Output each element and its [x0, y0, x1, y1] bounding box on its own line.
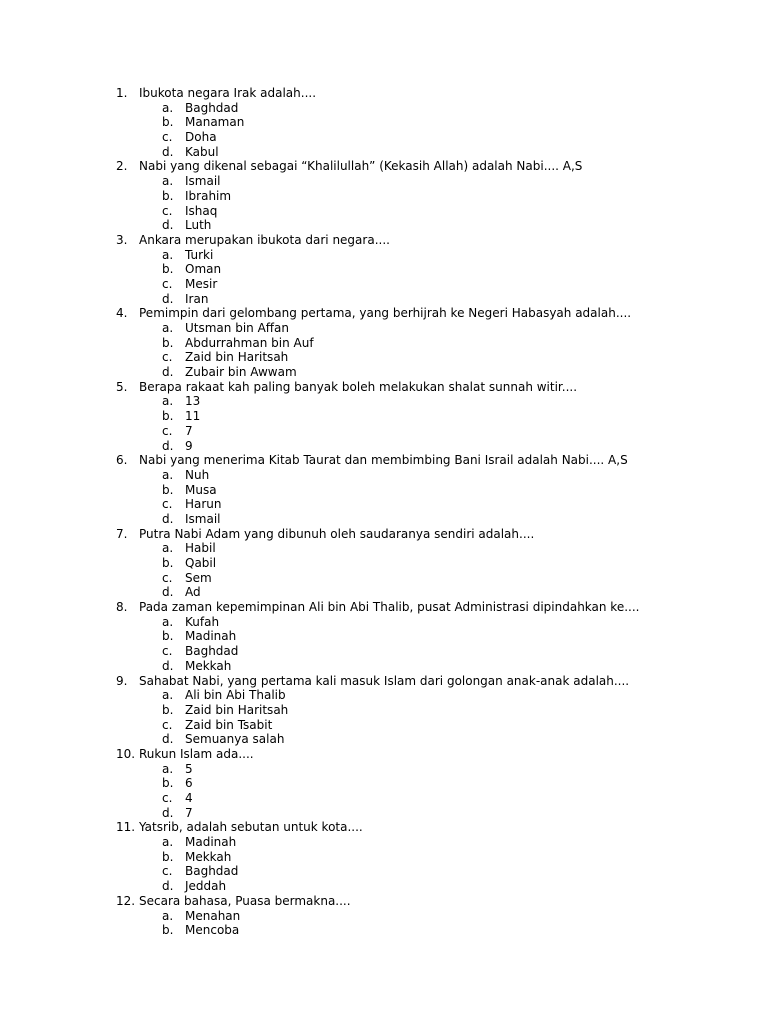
- option-letter: c.: [162, 864, 173, 879]
- option-text: Utsman bin Affan: [185, 321, 290, 335]
- question-item: [116, 894, 746, 938]
- option-text: Mekkah: [185, 849, 232, 864]
- answer-option: [116, 541, 746, 556]
- option-text: Madinah: [185, 835, 237, 850]
- answer-option: [116, 189, 746, 204]
- option-letter: d.: [162, 658, 174, 673]
- option-letter: b.: [162, 262, 174, 277]
- option-letter: c.: [162, 791, 173, 805]
- answer-option: [116, 101, 746, 116]
- option-letter: d.: [162, 511, 174, 526]
- option-text: 5: [185, 761, 193, 776]
- option-text: Qabil: [185, 556, 217, 570]
- question-text: Nabi yang menerima Kitab Taurat dan membimbing Bani Israil adalah Nabi.... A,S: [139, 453, 628, 468]
- answer-option: [116, 468, 746, 483]
- option-text: Doha: [185, 130, 217, 145]
- answer-option: [116, 850, 746, 865]
- option-text: Baghdad: [185, 864, 239, 879]
- answer-option: [116, 571, 746, 586]
- question-line: [116, 820, 746, 835]
- option-letter: a.: [162, 835, 174, 850]
- option-letter: c.: [162, 130, 173, 145]
- option-text: Sem: [185, 570, 212, 585]
- option-letter: b.: [162, 188, 174, 203]
- question-number: 5.: [116, 379, 128, 394]
- question-item: [116, 674, 746, 747]
- question-item: [116, 820, 746, 893]
- option-letter: b.: [162, 556, 174, 570]
- option-letter: c.: [162, 644, 173, 659]
- option-text: Musa: [185, 482, 217, 497]
- answer-option: [116, 321, 746, 336]
- answer-option: [116, 659, 746, 674]
- option-letter: b.: [162, 849, 174, 864]
- question-text: Ibukota negara Irak adalah....: [139, 86, 317, 100]
- option-letter: d.: [162, 732, 174, 747]
- option-text: 9: [185, 438, 193, 453]
- question-number: 3.: [116, 232, 128, 247]
- option-text: Luth: [185, 218, 212, 233]
- question-number: 8.: [116, 600, 128, 615]
- question-number: 4.: [116, 306, 128, 321]
- answer-option: [116, 703, 746, 718]
- question-line: [116, 747, 746, 762]
- answer-option: [116, 115, 746, 130]
- option-text: Jeddah: [185, 879, 227, 894]
- option-letter: d.: [162, 291, 174, 306]
- option-text: Ismail: [185, 174, 221, 189]
- answer-option: [116, 688, 746, 703]
- question-item: [116, 453, 746, 526]
- answer-option: [116, 791, 746, 806]
- option-letter: a.: [162, 908, 174, 923]
- option-text: Habil: [185, 541, 216, 556]
- question-text: Pemimpin dari gelombang pertama, yang berhijrah ke Negeri Habasyah adalah....: [139, 306, 632, 321]
- answer-option: [116, 835, 746, 850]
- question-number: 11.: [116, 820, 136, 835]
- option-letter: a.: [162, 174, 174, 189]
- option-text: Ishaq: [185, 203, 218, 218]
- option-letter: b.: [162, 335, 174, 350]
- question-item: [116, 159, 746, 232]
- option-letter: a.: [162, 247, 174, 262]
- question-item: [116, 86, 746, 159]
- question-line: [116, 380, 746, 395]
- option-text: 4: [185, 791, 193, 805]
- option-letter: b.: [162, 409, 174, 424]
- answer-option: [116, 409, 746, 424]
- question-item: [116, 306, 746, 379]
- question-text: Pada zaman kepemimpinan Ali bin Abi Thalib, pusat Administrasi dipindahkan ke....: [139, 600, 640, 615]
- option-text: Zaid bin Tsabit: [185, 717, 273, 732]
- answer-option: [116, 615, 746, 630]
- option-text: Mesir: [185, 276, 218, 291]
- question-item: [116, 233, 746, 306]
- option-letter: c.: [162, 423, 173, 438]
- question-line: [116, 894, 746, 909]
- answer-option: [116, 365, 746, 380]
- option-letter: d.: [162, 365, 174, 380]
- option-text: Oman: [185, 262, 222, 277]
- option-letter: d.: [162, 438, 174, 453]
- answer-option: [116, 512, 746, 527]
- option-letter: b.: [162, 776, 174, 791]
- answer-option: [116, 483, 746, 498]
- question-number: 10.: [116, 746, 136, 761]
- answer-option: [116, 292, 746, 307]
- question-text: Rukun Islam ada....: [139, 746, 254, 761]
- question-line: [116, 159, 746, 174]
- question-text: Sahabat Nabi, yang pertama kali masuk Islam dari golongan anak-anak adalah....: [139, 673, 630, 688]
- question-item: [116, 527, 746, 600]
- question-number: 12.: [116, 893, 136, 908]
- answer-option: [116, 174, 746, 189]
- option-text: Iran: [185, 291, 209, 306]
- option-text: 7: [185, 805, 193, 820]
- option-text: Manaman: [185, 115, 245, 130]
- option-text: Turki: [185, 247, 214, 262]
- option-letter: c.: [162, 203, 173, 218]
- answer-option: [116, 806, 746, 821]
- option-letter: d.: [162, 218, 174, 233]
- option-text: Semuanya salah: [185, 732, 285, 747]
- question-number: 2.: [116, 159, 128, 174]
- question-text: Berapa rakaat kah paling banyak boleh melakukan shalat sunnah witir....: [139, 379, 578, 394]
- option-text: Madinah: [185, 629, 237, 644]
- answer-option: [116, 439, 746, 454]
- answer-option: [116, 145, 746, 160]
- option-text: Ismail: [185, 511, 221, 526]
- answer-option: [116, 248, 746, 263]
- answer-option: [116, 732, 746, 747]
- option-text: Mekkah: [185, 658, 232, 673]
- answer-option: [116, 718, 746, 733]
- question-text: Secara bahasa, Puasa bermakna....: [139, 893, 351, 908]
- question-line: [116, 527, 746, 542]
- option-text: Zaid bin Haritsah: [185, 702, 289, 717]
- question-text: Nabi yang dikenal sebagai “Khalilullah” (Kekasih Allah) adalah Nabi.... A,S: [139, 159, 583, 174]
- answer-option: [116, 909, 746, 924]
- question-line: [116, 86, 746, 101]
- option-text: Harun: [185, 497, 222, 512]
- option-letter: c.: [162, 350, 173, 365]
- question-line: [116, 453, 746, 468]
- option-letter: c.: [162, 276, 173, 291]
- option-text: 6: [185, 776, 193, 791]
- answer-option: [116, 204, 746, 219]
- option-letter: a.: [162, 614, 174, 629]
- question-text: Putra Nabi Adam yang dibunuh oleh saudaranya sendiri adalah....: [139, 526, 535, 541]
- answer-option: [116, 262, 746, 277]
- answer-option: [116, 218, 746, 233]
- answer-option: [116, 130, 746, 145]
- answer-option: [116, 585, 746, 600]
- answer-option: [116, 762, 746, 777]
- question-line: [116, 233, 746, 248]
- question-line: [116, 600, 746, 615]
- option-letter: d.: [162, 144, 174, 159]
- option-text: Nuh: [185, 467, 210, 482]
- option-letter: d.: [162, 879, 174, 894]
- option-letter: a.: [162, 467, 174, 482]
- option-letter: a.: [162, 541, 174, 556]
- question-number: 7.: [116, 526, 128, 541]
- option-letter: c.: [162, 717, 173, 732]
- option-text: Ad: [185, 585, 201, 600]
- question-line: [116, 306, 746, 321]
- answer-option: [116, 644, 746, 659]
- answer-option: [116, 556, 746, 571]
- question-text: Ankara merupakan ibukota dari negara....: [139, 232, 390, 247]
- option-text: Abdurrahman bin Auf: [185, 335, 314, 350]
- option-letter: b.: [162, 923, 174, 938]
- option-text: 7: [185, 423, 193, 438]
- answer-option: [116, 424, 746, 439]
- question-item: [116, 747, 746, 820]
- option-text: Baghdad: [185, 100, 239, 115]
- option-letter: c.: [162, 497, 173, 512]
- option-letter: c.: [162, 570, 173, 585]
- question-number: 1.: [116, 86, 128, 100]
- option-letter: a.: [162, 394, 174, 409]
- option-letter: a.: [162, 688, 174, 703]
- option-letter: b.: [162, 702, 174, 717]
- option-letter: a.: [162, 100, 174, 115]
- option-text: Baghdad: [185, 644, 239, 659]
- option-letter: a.: [162, 761, 174, 776]
- option-letter: d.: [162, 805, 174, 820]
- answer-option: [116, 864, 746, 879]
- option-letter: b.: [162, 115, 174, 130]
- option-text: Kabul: [185, 144, 219, 159]
- question-line: [116, 674, 746, 689]
- option-text: Menahan: [185, 908, 241, 923]
- option-text: 11: [185, 409, 201, 424]
- question-item: [116, 380, 746, 453]
- option-letter: b.: [162, 629, 174, 644]
- option-letter: d.: [162, 585, 174, 600]
- option-letter: b.: [162, 482, 174, 497]
- option-letter: a.: [162, 321, 174, 335]
- answer-option: [116, 277, 746, 292]
- answer-option: [116, 923, 746, 938]
- answer-option: [116, 394, 746, 409]
- question-item: [116, 600, 746, 673]
- option-text: Kufah: [185, 614, 220, 629]
- answer-option: [116, 497, 746, 512]
- option-text: Mencoba: [185, 923, 240, 938]
- answer-option: [116, 336, 746, 351]
- question-text: Yatsrib, adalah sebutan untuk kota....: [139, 820, 363, 835]
- answer-option: [116, 629, 746, 644]
- option-text: Ibrahim: [185, 188, 232, 203]
- question-number: 6.: [116, 453, 128, 468]
- answer-option: [116, 350, 746, 365]
- question-list: [116, 86, 746, 938]
- question-number: 9.: [116, 673, 128, 688]
- answer-option: [116, 879, 746, 894]
- option-text: Zubair bin Awwam: [185, 365, 297, 380]
- option-text: 13: [185, 394, 201, 409]
- option-text: Zaid bin Haritsah: [185, 350, 289, 365]
- answer-option: [116, 776, 746, 791]
- option-text: Ali bin Abi Thalib: [185, 688, 286, 703]
